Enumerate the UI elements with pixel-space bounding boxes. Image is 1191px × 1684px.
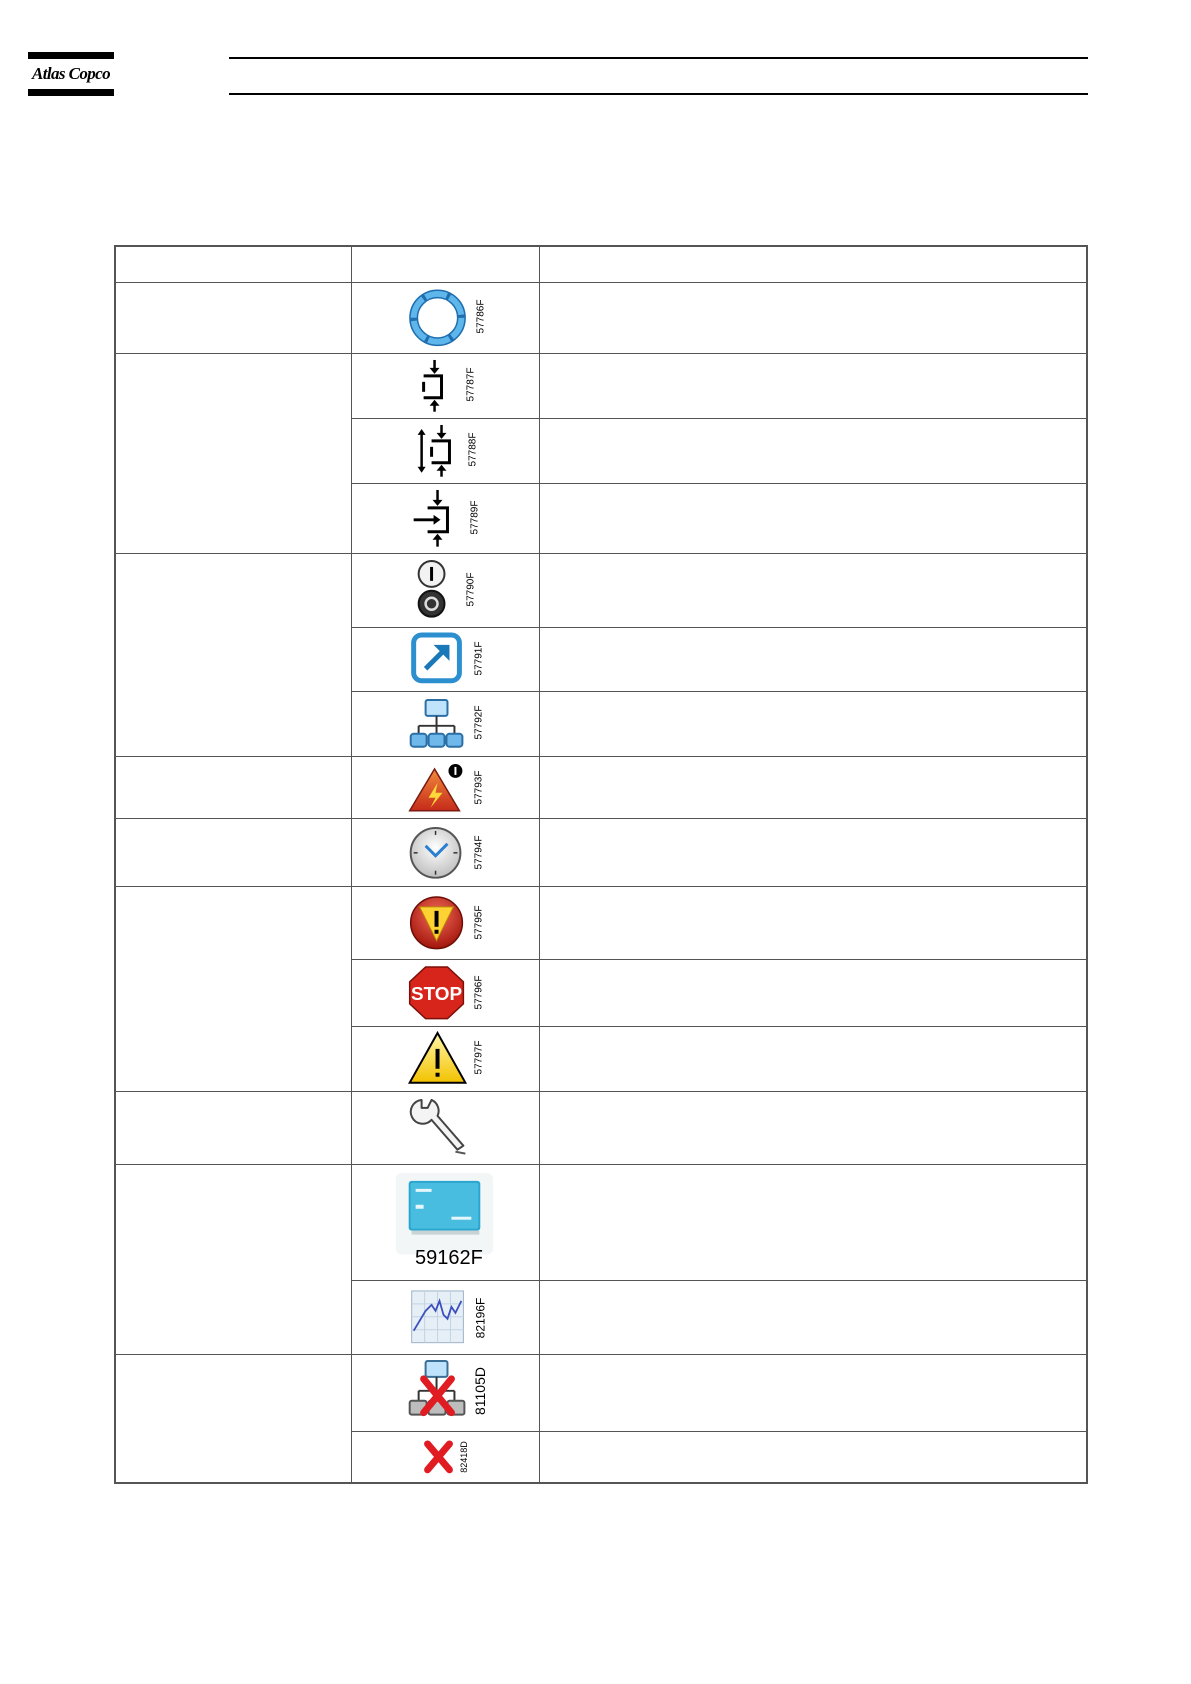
icon-code: 57788F: [467, 432, 479, 467]
icon-cell: [352, 283, 540, 353]
stop-sign-icon: [352, 960, 539, 1026]
table-group: [116, 887, 1086, 1092]
icon-cell: [352, 819, 540, 886]
table-row: [352, 484, 1086, 553]
table-header-col-3: [540, 247, 1086, 282]
warning-triangle-icon: [352, 1027, 539, 1091]
description-cell: [540, 692, 1086, 756]
table-group: [116, 283, 1086, 354]
icon-code: 57797F: [473, 1040, 485, 1075]
table-group: [116, 354, 1086, 554]
table-row: [352, 757, 1086, 818]
description-cell: [540, 554, 1086, 627]
icon-code: 81105D: [472, 1366, 489, 1416]
group-label: [116, 1355, 352, 1482]
icon-cell: [352, 1092, 540, 1164]
table-row: [352, 1027, 1086, 1091]
shutdown-warning-icon: [352, 887, 539, 959]
icon-cell: [352, 1355, 540, 1431]
icon-code: 57786F: [475, 299, 487, 334]
description-cell: [540, 1027, 1086, 1091]
circle-segments-icon: [352, 283, 539, 353]
table-header-col-2: [352, 247, 540, 282]
table-row: [352, 1432, 1086, 1482]
icon-cell: [352, 484, 540, 553]
table-row: [352, 887, 1086, 960]
description-cell: [540, 1092, 1086, 1164]
table-header-col-1: [116, 247, 352, 282]
table-row: [352, 554, 1086, 628]
group-label: [116, 819, 352, 886]
icon-cell: [352, 1432, 540, 1482]
voltage-warning-icon: [352, 757, 539, 818]
icon-cell: [352, 1281, 540, 1354]
description-cell: [540, 757, 1086, 818]
group-label: [116, 1092, 352, 1164]
table-row: [352, 1355, 1086, 1432]
icon-cell: [352, 354, 540, 418]
wrench-icon: [352, 1092, 539, 1164]
icon-code: 57793F: [473, 770, 485, 805]
group-label: [116, 757, 352, 818]
logo-bottom-bar: [28, 89, 114, 96]
icon-code: 57792F: [473, 705, 485, 740]
table-row: [352, 1165, 1086, 1281]
remote-arrow-icon: [352, 628, 539, 691]
load-unload-icon: [352, 354, 539, 418]
icon-code: 82196F: [473, 1297, 488, 1339]
table-row: [352, 628, 1086, 692]
group-label: [116, 1165, 352, 1354]
icon-code: 57790F: [465, 572, 477, 607]
logo-text: Atlas Copco: [32, 64, 110, 83]
description-cell: [540, 1432, 1086, 1482]
table-group: [116, 757, 1086, 819]
icon-cell: [352, 887, 540, 959]
table-group: [116, 554, 1086, 757]
icon-table: [114, 245, 1088, 1484]
table-row: [352, 692, 1086, 756]
description-cell: [540, 354, 1086, 418]
group-label: [116, 554, 352, 756]
description-cell: [540, 484, 1086, 553]
description-cell: [540, 887, 1086, 959]
table-row: [352, 419, 1086, 484]
network-failure-icon: [352, 1355, 539, 1431]
load-unload-input-icon: [352, 484, 539, 553]
table-row: [352, 960, 1086, 1027]
icon-cell: [352, 628, 540, 691]
clock-icon: [352, 819, 539, 886]
table-row: [352, 1281, 1086, 1354]
network-icon: [352, 692, 539, 756]
icon-code: 57795F: [473, 905, 485, 940]
header-rule-top: [229, 57, 1088, 59]
description-cell: [540, 1165, 1086, 1280]
red-cross-icon: [352, 1432, 539, 1482]
icon-code: 57794F: [473, 835, 485, 870]
icon-code: 82418D: [458, 1441, 469, 1473]
description-cell: [540, 419, 1086, 483]
description-cell: [540, 1355, 1086, 1431]
load-unload-arrows-icon: [352, 419, 539, 483]
description-cell: [540, 960, 1086, 1026]
description-cell: [540, 819, 1086, 886]
logo-top-bar: [28, 52, 114, 59]
table-row: [352, 1092, 1086, 1164]
svg-text:STOP: STOP: [411, 983, 463, 1005]
icon-cell: [352, 757, 540, 818]
icon-code: 57796F: [473, 975, 485, 1010]
group-label: [116, 283, 352, 353]
table-group: [116, 819, 1086, 887]
description-cell: [540, 1281, 1086, 1354]
group-label: [116, 887, 352, 1091]
icon-cell: [352, 960, 540, 1026]
table-row: [352, 819, 1086, 886]
icon-cell: [352, 1027, 540, 1091]
table-row: [352, 354, 1086, 419]
icon-code: 59162F: [415, 1247, 483, 1269]
icon-cell: [352, 692, 540, 756]
icon-code: 57787F: [465, 367, 477, 402]
icon-cell: [352, 554, 540, 627]
description-cell: [540, 628, 1086, 691]
start-stop-buttons-icon: [352, 554, 539, 627]
icon-cell: [352, 419, 540, 483]
table-group: [116, 1165, 1086, 1355]
table-row: [352, 283, 1086, 353]
table-header-row: [116, 247, 1086, 283]
description-cell: [540, 283, 1086, 353]
graph-icon: [352, 1281, 539, 1354]
atlas-copco-logo: [28, 52, 114, 96]
table-group: [116, 1092, 1086, 1165]
icon-code: 57789F: [469, 500, 481, 535]
icon-code: 57791F: [473, 641, 485, 676]
table-group: [116, 1355, 1086, 1482]
icon-cell: [352, 1165, 540, 1280]
header-rule-bottom: [229, 93, 1088, 95]
group-label: [116, 354, 352, 553]
